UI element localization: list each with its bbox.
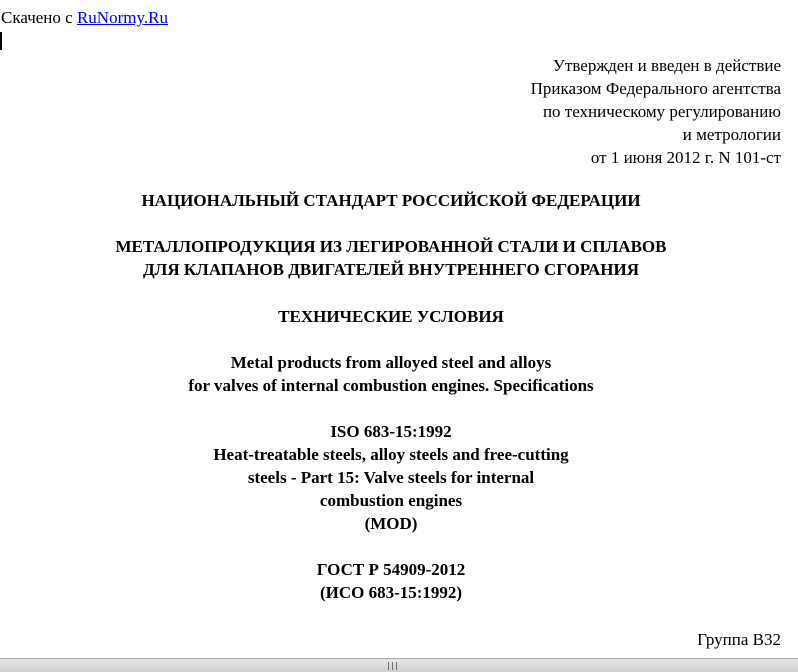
approval-line: от 1 июня 2012 г. N 101-ст [590,148,781,167]
english-title-line: for valves of internal combustion engines. Specifications [188,376,594,395]
iso-reference [0,420,782,535]
gost-line: ГОСТ Р 54909-2012 [316,560,466,579]
iso-line: combustion engines [319,491,463,510]
russian-subtitle [0,305,782,328]
source-link[interactable]: RuNormy.Ru [76,8,168,27]
source-prefix: Скачено с [1,8,77,27]
iso-line: steels - Part 15: Valve steels for internal [247,468,535,487]
russian-title-line: МЕТАЛЛОПРОДУКЦИЯ ИЗ ЛЕГИРОВАННОЙ СТАЛИ И СПЛАВОВ [115,237,667,256]
iso-line: ISO 683-15:1992 [330,422,452,441]
text-cursor [0,32,2,50]
approval-line: и метрологии [682,125,781,144]
russian-title [0,235,782,281]
english-title [0,351,782,397]
russian-subtitle-text: ТЕХНИЧЕСКИЕ УСЛОВИЯ [278,307,504,326]
gost-designation [0,558,782,604]
approval-line: Утвержден и введен в действие [552,56,781,75]
gost-line: (ИСО 683-15:1992) [319,583,463,602]
scrollbar-grip-icon[interactable] [388,662,397,670]
source-line [1,8,168,28]
iso-line: (MOD) [364,514,418,533]
standard-heading [0,189,782,212]
russian-title-line: ДЛЯ КЛАПАНОВ ДВИГАТЕЛЕЙ ВНУТРЕННЕГО СГОРАНИЯ [142,260,640,279]
group-code: Группа В32 [697,630,781,649]
approval-line: по техническому регулированию [542,102,781,121]
iso-line: Heat-treatable steels, alloy steels and free-cutting [213,445,569,464]
standard-heading-text: НАЦИОНАЛЬНЫЙ СТАНДАРТ РОССИЙСКОЙ ФЕДЕРАЦИИ [141,191,641,210]
approval-line: Приказом Федерального агентства [530,79,781,98]
approval-block [531,54,781,169]
horizontal-scrollbar[interactable] [0,658,798,672]
english-title-line: Metal products from alloyed steel and alloys [230,353,552,372]
